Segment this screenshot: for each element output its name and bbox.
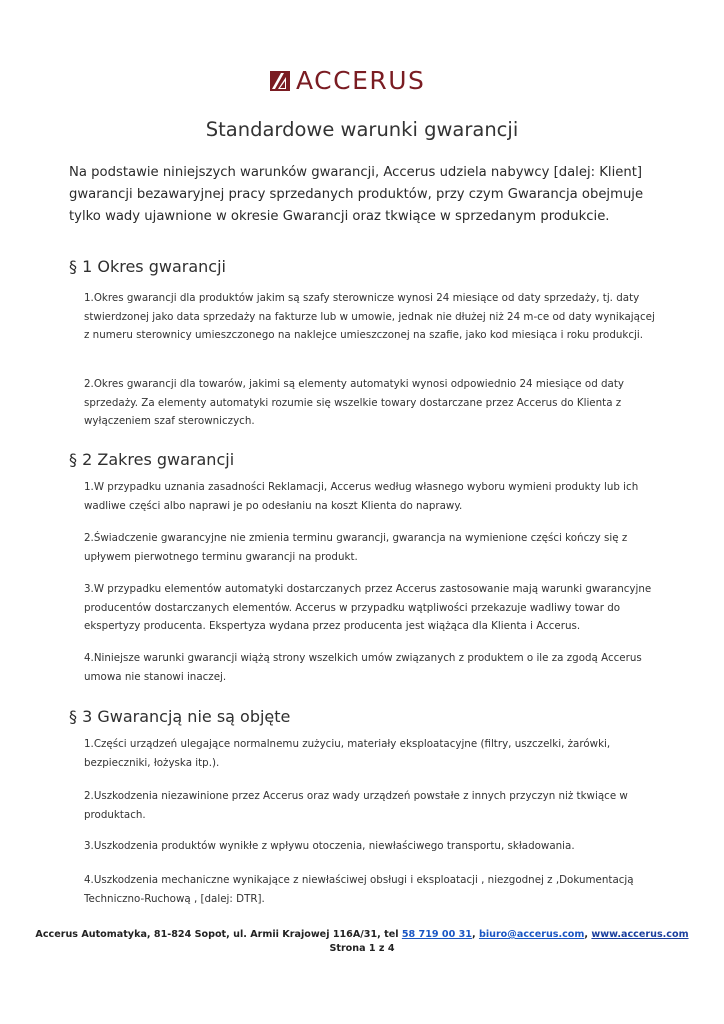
section-heading: § 1 Okres gwarancji xyxy=(69,257,226,276)
accerus-logo-icon xyxy=(270,71,290,91)
section-paragraph: 4.Uszkodzenia mechaniczne wynikające z niewłaściwej obsługi i eksploatacji , niezgodnej z ,Dokumentacją Techniczno-Ruchową , [dalej: DTR]. xyxy=(84,874,634,905)
section-paragraph: 2.Uszkodzenia niezawinione przez Accerus oraz wady urządzeń powstałe z innych przyczyn niż tkwiące w produktach. xyxy=(84,790,628,821)
section-paragraph: 3.W przypadku elementów automatyki dostarczanych przez Accerus zastosowanie mają warunki gwarancyjne producentów dostarczanych elementów. Accerus w przypadku wątpliwości przekazuje wadliwy towar do ekspertyzy producenta. Ekspertyza wydana przez producenta jest wiążąca dla Klienta i Accerus. xyxy=(84,583,652,632)
page-footer xyxy=(0,928,724,956)
section-paragraph: 2.Okres gwarancji dla towarów, jakimi są elementy automatyki wynosi odpowiednio 24 miesiące od daty sprzedaży. Za elementy automatyki rozumie się wszelkie towary dostarczane przez Accerus do Klienta z wyłączeniem szaf sterowniczych. xyxy=(84,378,624,427)
section-paragraph: 4.Niniejsze warunki gwarancji wiążą strony wszelkich umów związanych z produktem o ile za zgodą Accerus umowa nie stanowi inaczej. xyxy=(84,652,642,683)
section-paragraph: 1.Części urządzeń ulegające normalnemu zużyciu, materiały eksploatacyjne (filtry, uszczelki, żarówki, bezpieczniki, łożyska itp.). xyxy=(84,738,611,769)
footer-website-link[interactable]: www.accerus.com xyxy=(591,929,689,940)
section-paragraph: 2.Świadczenie gwarancyjne nie zmienia terminu gwarancji, gwarancja na wymienione części kończy się z upływem pierwotnego terminu gwarancji na produkt. xyxy=(84,532,628,563)
footer-phone-link[interactable]: 58 719 00 31 xyxy=(401,929,472,940)
footer-email-link[interactable]: biuro@accerus.com xyxy=(478,929,585,940)
section-paragraph: 1.Okres gwarancji dla produktów jakim są szafy sterownicze wynosi 24 miesiące od daty sprzedaży, tj. daty stwierdzonej jako data sprzedaży na fakturze lub w umowie, jednak nie dłużej niż 24 m-ce od daty wynikającej z numeru sterownicy umieszczonego na naklejce umieszczonej na szafie, jako kod miesiąca i roku produkcji. xyxy=(84,292,655,341)
company-logo xyxy=(270,66,426,95)
section-heading: § 3 Gwarancją nie są objęte xyxy=(69,707,291,726)
section-1 xyxy=(69,257,659,277)
page-number: Strona 1 z 4 xyxy=(329,943,395,954)
section-paragraph: 3.Uszkodzenia produktów wynikłe z wpływu otoczenia, niewłaściwego transportu, składowania. xyxy=(84,840,575,852)
document-title: Standardowe warunki gwarancji xyxy=(205,118,519,141)
footer-contact-line xyxy=(0,928,724,942)
logo-wordmark: ACCERUS xyxy=(296,66,426,95)
section-2 xyxy=(69,450,659,470)
section-heading: § 2 Zakres gwarancji xyxy=(69,450,235,469)
footer-address: Accerus Automatyka, 81-824 Sopot, ul. Armii Krajowej 116A/31, tel xyxy=(35,929,402,940)
intro-paragraph: Na podstawie niniejszych warunków gwarancji, Accerus udziela nabywcy [dalej: Klient] gwarancji bezawaryjnej pracy sprzedanych produktów, przy czym Gwarancja obejmuje tylko wady ujawnione w okresie Gwarancji oraz tkwiące w sprzedanym produkcie. xyxy=(69,165,644,224)
section-3 xyxy=(69,707,659,727)
footer-separator: , xyxy=(471,929,479,940)
section-paragraph: 1.W przypadku uznania zasadności Reklamacji, Accerus według własnego wyboru wymieni produkty lub ich wadliwe części albo naprawi je po odesłaniu na koszt Klienta do naprawy. xyxy=(84,481,639,512)
footer-separator: , xyxy=(584,929,592,940)
